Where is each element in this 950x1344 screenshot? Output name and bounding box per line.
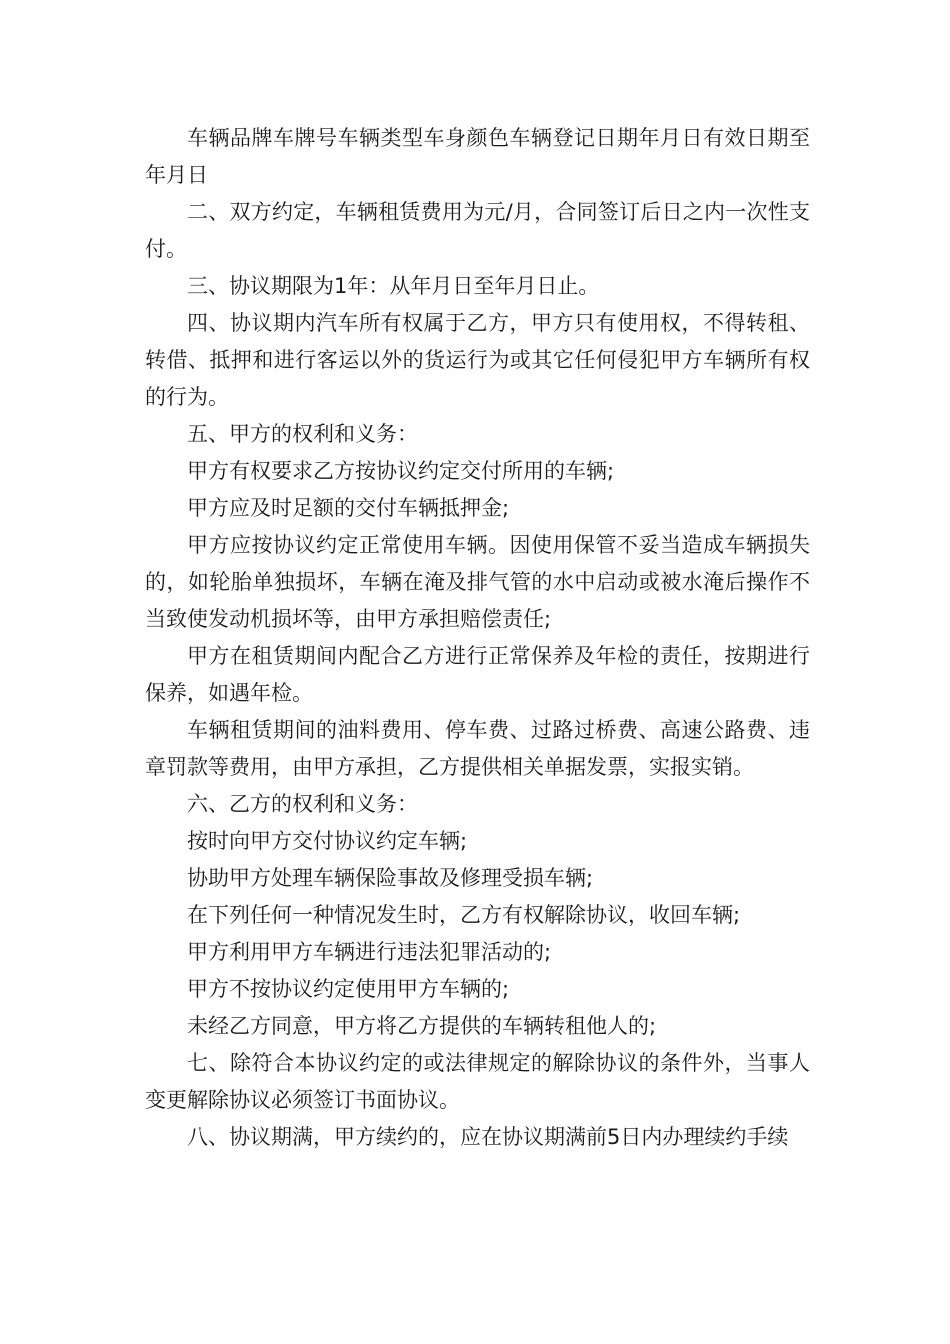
paragraph-party-b-duty-insurance: 协助甲方处理车辆保险事故及修理受损车辆; [187,866,594,890]
paragraph-party-b-termination-right: 在下列任何一种情况发生时，乙方有权解除协议，收回车辆; [187,903,741,927]
paragraph-clause-4-ownership: 四、协议期内汽车所有权属于乙方，甲方只有使用权，不得转租、转借、抵押和进行客运以外的货运行为或其它任何侵犯甲方车辆所有权的行为。 [145,311,810,409]
paragraph-clause-6-heading: 六、乙方的权利和义务： [187,792,418,816]
paragraph-clause-2-rental-fee: 二、双方约定，车辆租赁费用为元/月，合同签订后日之内一次性支付。 [145,200,810,261]
paragraph-party-b-duty-delivery: 按时向甲方交付协议约定车辆; [187,829,468,853]
document-body [145,120,810,1156]
paragraph-clause-7-modification: 七、除符合本协议约定的或法律规定的解除协议的条件外，当事人变更解除协议必须签订书面协议。 [145,1051,810,1112]
paragraph-party-a-duty-deposit: 甲方应及时足额的交付车辆抵押金; [187,496,510,520]
paragraph-clause-3-term: 三、协议期限为1年：从年月日至年月日止。 [187,274,600,298]
paragraph-clause-8-renewal: 八、协议期满，甲方续约的，应在协议期满前5日内办理续约手续 [187,1125,789,1149]
paragraph-termination-case-3: 未经乙方同意，甲方将乙方提供的车辆转租他人的; [187,1014,657,1038]
paragraph-clause-5-heading: 五、甲方的权利和义务： [187,422,418,446]
paragraph-party-a-duty-usage: 甲方应按协议约定正常使用车辆。因使用保管不妥当造成车辆损失的，如轮胎单独损坏，车辆在淹及排气管的水中启动或被水淹后操作不当致使发动机损坏等，由甲方承担赔偿责任; [145,533,810,631]
paragraph-party-a-duty-maintenance: 甲方在租赁期间内配合乙方进行正常保养及年检的责任，按期进行保养，如遇年检。 [145,644,810,705]
paragraph-termination-case-2: 甲方不按协议约定使用甲方车辆的; [187,977,510,1001]
paragraph-party-a-right-1: 甲方有权要求乙方按协议约定交付所用的车辆; [187,459,615,483]
paragraph-party-a-duty-expenses: 车辆租赁期间的油料费用、停车费、过路过桥费、高速公路费、违章罚款等费用，由甲方承担，乙方提供相关单据发票，实报实销。 [145,718,810,779]
paragraph-vehicle-info: 车辆品牌车牌号车辆类型车身颜色车辆登记日期年月日有效日期至年月日 [145,126,810,187]
paragraph-termination-case-1: 甲方利用甲方车辆进行违法犯罪活动的; [187,940,552,964]
